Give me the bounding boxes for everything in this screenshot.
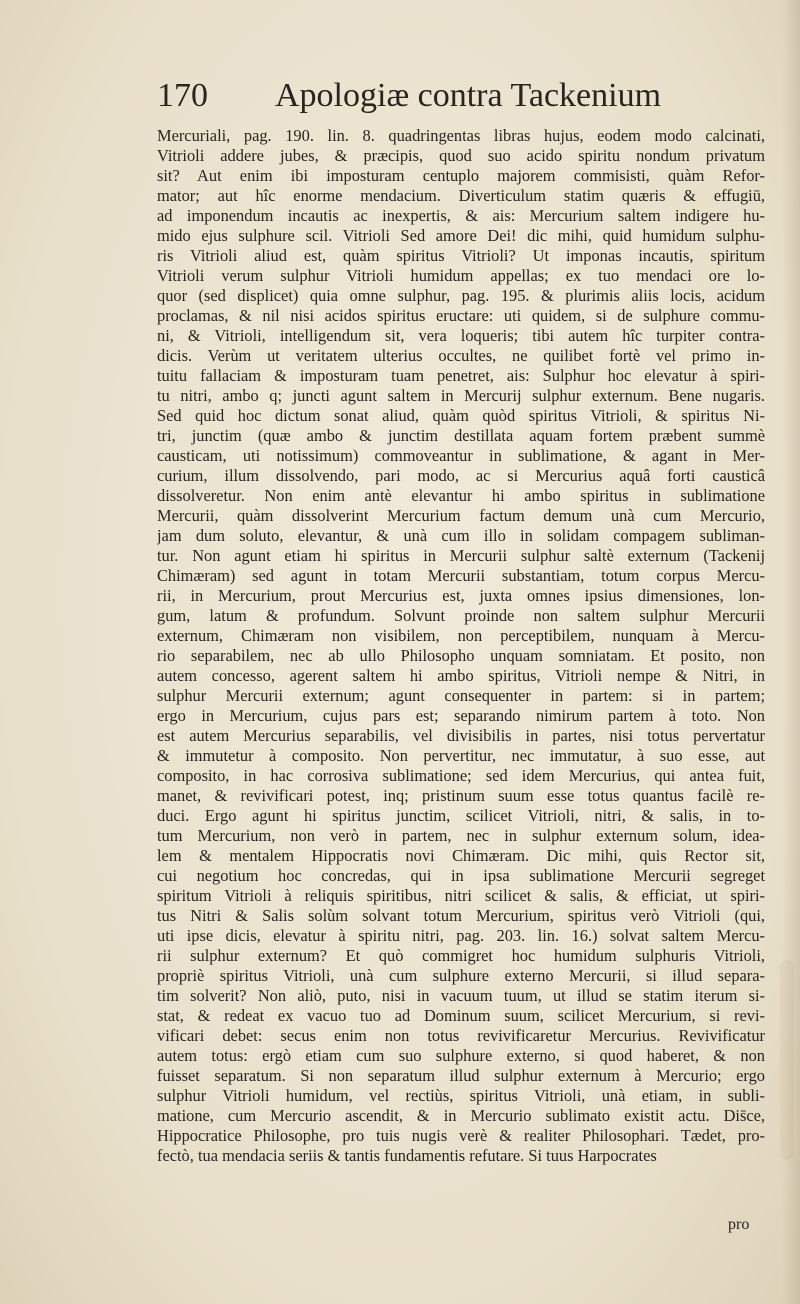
text-line: uti ipse dicis, elevatur à spiritu nitri, pag. 203. lin. 16.) solvat saltem Mercu- [157, 926, 765, 945]
text-line: dissolveretur. Non enim antè elevantur hi ambo spiritus in sublimatione [157, 486, 765, 505]
text-line: jam dum soluto, elevantur, & unà cum illo in solidam compagem subliman- [157, 526, 765, 545]
text-line: autem concesso, agerent saltem hi ambo spiritus, Vitrioli nempe & Nitri, in [157, 666, 765, 685]
text-line: rio separabilem, nec ab ullo Philosopho unquam somniatam. Et posito, non [157, 646, 765, 665]
text-line: tur. Non agunt etiam hi spiritus in Mercurii sulphur saltè externum (Tackenij [157, 546, 765, 565]
text-line: fuisset separatum. Si non separatum illud sulphur externum à Mercurio; ergo [157, 1066, 765, 1085]
catchword: pro [728, 1216, 750, 1233]
text-line: stat, & redeat ex vacuo tuo ad Dominum suum, scilicet Mercurium, si revi- [157, 1006, 765, 1025]
body-text [157, 126, 765, 1166]
text-line: ergo in Mercurium, cujus pars est; separando nimirum partem à toto. Non [157, 706, 765, 725]
text-line: quor (sed displicet) quia omne sulphur, pag. 195. & plurimis aliis locis, acidum [157, 286, 765, 305]
text-line: causticam, uti notissimum) commoveantur in sublimatione, & agant in Mer- [157, 446, 765, 465]
text-line: rii sulphur externum? Et quò commigret hoc humidum sulphuris Vitrioli, [157, 946, 765, 965]
text-line: Sed quid hoc dictum sonat aliud, quàm quòd spiritus Vitrioli, & spiritus Ni- [157, 406, 765, 425]
text-line: cui negotium hoc concredas, qui in ipsa sublimatione Mercurii segreget [157, 866, 765, 885]
text-line: curium, illum dissolvendo, pari modo, ac si Mercurius aquâ forti causticâ [157, 466, 765, 485]
text-line: autem totus: ergò etiam cum suo sulphure externo, si quod haberet, & non [157, 1046, 765, 1065]
text-line: Hippocratice Philosophe, pro tuis nugis verè & realiter Philosophari. Tædet, pro- [157, 1126, 765, 1145]
text-line: tu nitri, ambo q; juncti agunt saltem in Mercurij sulphur externum. Bene nugaris. [157, 386, 765, 405]
text-line: matione, cum Mercurio ascendit, & in Mercurio sublimato existit actu. Dis̄ce, [157, 1106, 765, 1125]
text-line: Mercurii, quàm dissolverint Mercurium factum demum unà cum Mercurio, [157, 506, 765, 525]
text-line: Chimæram) sed agunt in totam Mercurii substantiam, totum corpus Mercu- [157, 566, 765, 585]
text-line: sulphur Vitrioli humidum, vel rectiùs, spiritus Vitrioli, unà etiam, in subli- [157, 1086, 765, 1105]
text-line: sulphur Mercurii externum; agunt consequenter in partem: si in partem; [157, 686, 765, 705]
page-header [157, 76, 757, 126]
text-line: tim solverit? Non aliò, puto, nisi in vacuum tuum, ut illud se statim iterum si- [157, 986, 765, 1005]
text-line: dicis. Verùm ut veritatem ulterius occultes, ne quilibet fortè vel primo in- [157, 346, 765, 365]
text-line: & immutetur à composito. Non pervertitur, nec immutatur, à suo esse, aut [157, 746, 765, 765]
text-line: Mercuriali, pag. 190. lin. 8. quadringentas libras hujus, eodem modo calcinati, [157, 126, 765, 145]
text-line: composito, in hac corrosiva sublimatione; sed idem Mercurius, qui antea fuit, [157, 766, 765, 785]
text-line: vificari debet: secus enim non totus revivificaretur Mercurius. Revivificatur [157, 1026, 765, 1045]
text-line: Vitrioli addere jubes, & præcipis, quod suo acido spiritu nondum privatum [157, 146, 765, 165]
text-line: mator; aut hîc enorme mendacium. Diverticulum statim quæris & effugiū, [157, 186, 765, 205]
text-line: rii, in Mercurium, prout Mercurius est, juxta omnes ipsius dimensiones, lon- [157, 586, 765, 605]
text-line: fectò, tua mendacia seriis & tantis fundamentis refutare. Si tuus Harpocrates [157, 1146, 657, 1165]
text-line: est autem Mercurius separabilis, vel divisibilis in partes, nisi totus pervertatur [157, 726, 765, 745]
running-title: Apologiæ contra Tackenium [275, 77, 662, 114]
text-line: externum, Chimæram non visibilem, non perceptibilem, nunquam à Mercu- [157, 626, 765, 645]
text-line: sit? Aut enim ibi imposturam centuplo majorem commisisti, quàm Refor- [157, 166, 765, 185]
text-line: spiritum Vitrioli à reliquis spiritibus, nitri scilicet & salis, & efficiat, ut spiri- [157, 886, 765, 905]
text-line: Vitrioli verum sulphur Vitrioli humidum appellas; ex tuo mendaci ore lo- [157, 266, 765, 285]
text-line: manet, & revivificari potest, inq; pristinum suum esse totus quantus facilè re- [157, 786, 765, 805]
text-line: propriè spiritus Vitrioli, unà cum sulphure externo Mercurii, si illud separa- [157, 966, 765, 985]
text-line: lem & mentalem Hippocratis novi Chimæram. Dic mihi, quis Rector sit, [157, 846, 765, 865]
text-line: ris Vitrioli aliud est, quàm spiritus Vitrioli? Ut imponas incautis, spiritum [157, 246, 765, 265]
text-line: ni, & Vitrioli, intelligendum sit, vera loqueris; tibi autem hîc turpiter contra- [157, 326, 765, 345]
text-line: tus Nitri & Salis solùm solvant totum Mercurium, spiritus verò Vitrioli (qui, [157, 906, 765, 925]
text-line: tri, junctim (quæ ambo & junctim destillata aquam fortem præbent summè [157, 426, 765, 445]
text-line: gum, latum & profundum. Solvunt proinde non saltem sulphur Mercurii [157, 606, 765, 625]
text-line: mido ejus sulphure scil. Vitrioli Sed amore Dei! dic mihi, quid humidum sulphu- [157, 226, 765, 245]
text-line: proclamas, & nil nisi acidos spiritus eructare: uti quidem, si de sulphure commu- [157, 306, 765, 325]
paper-stain [780, 960, 794, 1160]
text-line: duci. Ergo agunt hi spiritus junctim, scilicet Vitrioli, nitri, & salis, in to- [157, 806, 765, 825]
page-number: 170 [157, 77, 208, 114]
text-line: ad imponendum incautis ac inexpertis, & ais: Mercurium saltem indigere hu- [157, 206, 765, 225]
text-line: tum Mercurium, non verò in partem, nec in sulphur externum solum, idea- [157, 826, 765, 845]
text-line: tuitu fallaciam & imposturam tuam penetret, ais: Sulphur hoc elevatur à spiri- [157, 366, 765, 385]
